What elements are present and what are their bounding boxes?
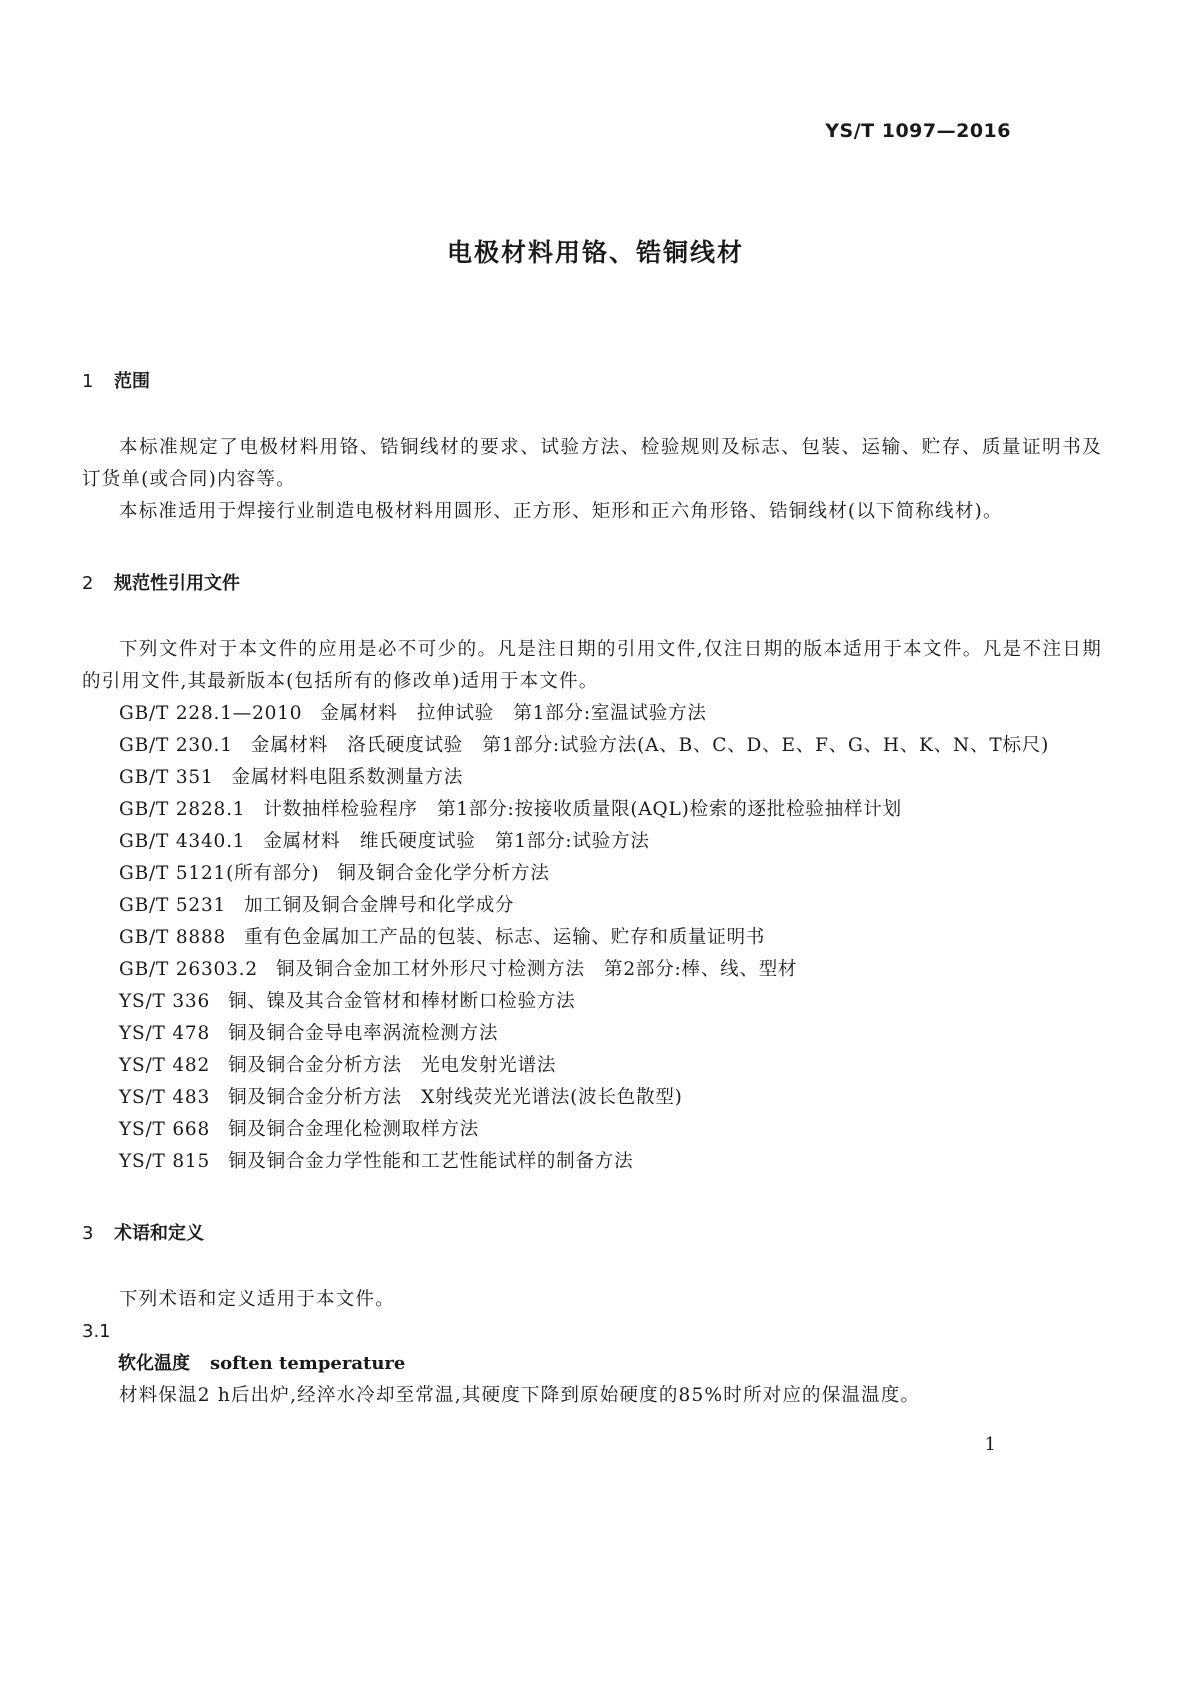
reference-code: YS/T 815	[119, 1151, 211, 1172]
reference-title: 铜及铜合金理化检测取样方法	[228, 1119, 479, 1140]
reference-item	[82, 1114, 1102, 1146]
document-body	[82, 366, 1102, 1412]
reference-title: 金属材料 拉伸试验 第1部分:室温试验方法	[320, 703, 707, 724]
reference-code: GB/T 4340.1	[119, 831, 246, 852]
page-number: 1	[984, 1434, 996, 1455]
reference-code: GB/T 228.1—2010	[119, 703, 303, 724]
reference-title: 铜、镍及其合金管材和棒材断口检验方法	[228, 991, 576, 1012]
reference-title: 铜及铜合金化学分析方法	[337, 863, 550, 884]
reference-code: GB/T 5121(所有部分)	[119, 863, 320, 884]
reference-item	[82, 922, 1102, 954]
reference-item	[82, 986, 1102, 1018]
reference-item	[82, 698, 1102, 730]
term-name-zh: 软化温度	[118, 1353, 190, 1374]
reference-code: YS/T 483	[119, 1087, 211, 1108]
reference-code: GB/T 5231	[119, 895, 227, 916]
section-1-heading	[82, 366, 1102, 398]
section-number: 1	[82, 371, 94, 392]
section-number: 2	[82, 573, 94, 594]
reference-code: GB/T 26303.2	[119, 959, 258, 980]
reference-item	[82, 730, 1102, 762]
reference-code: GB/T 351	[119, 767, 214, 788]
reference-title: 铜及铜合金分析方法 X射线荧光光谱法(波长色散型)	[228, 1087, 683, 1108]
reference-item	[82, 1146, 1102, 1178]
section-3-heading	[82, 1218, 1102, 1250]
reference-title: 铜及铜合金导电率涡流检测方法	[228, 1023, 499, 1044]
reference-title: 计数抽样检验程序 第1部分:按接收质量限(AQL)检索的逐批检验抽样计划	[263, 799, 902, 820]
section-title: 规范性引用文件	[114, 573, 240, 594]
reference-code: YS/T 478	[119, 1023, 211, 1044]
reference-item	[82, 1050, 1102, 1082]
term-name-en: soften temperature	[210, 1353, 406, 1374]
term-number: 3.1	[82, 1321, 111, 1342]
reference-code: YS/T 482	[119, 1055, 211, 1076]
reference-code: GB/T 8888	[119, 927, 227, 948]
scope-paragraph: 本标准规定了电极材料用铬、锆铜线材的要求、试验方法、检验规则及标志、包装、运输、贮存、质量证明书及订货单(或合同)内容等。	[82, 437, 1102, 490]
reference-item	[82, 794, 1102, 826]
reference-item	[82, 826, 1102, 858]
reference-title: 重有色金属加工产品的包装、标志、运输、贮存和质量证明书	[244, 927, 766, 948]
reference-title: 铜及铜合金加工材外形尺寸检测方法 第2部分:棒、线、型材	[275, 959, 798, 980]
reference-item	[82, 890, 1102, 922]
reference-item	[82, 1018, 1102, 1050]
term-definition: 材料保温2 h后出炉,经淬水冷却至常温,其硬度下降到原始硬度的85%时所对应的保温温度。	[119, 1385, 921, 1406]
terms-intro: 下列术语和定义适用于本文件。	[119, 1289, 395, 1310]
reference-code: YS/T 336	[119, 991, 211, 1012]
section-2-heading	[82, 568, 1102, 600]
reference-item	[82, 1082, 1102, 1114]
references-intro: 下列文件对于本文件的应用是必不可少的。凡是注日期的引用文件,仅注日期的版本适用于本文件。凡是不注日期的引用文件,其最新版本(包括所有的修改单)适用于本文件。	[82, 639, 1102, 692]
reference-code: GB/T 2828.1	[119, 799, 246, 820]
standard-code: YS/T 1097—2016	[825, 120, 1011, 142]
term-name	[82, 1348, 1102, 1380]
reference-item	[82, 762, 1102, 794]
reference-title: 铜及铜合金力学性能和工艺性能试样的制备方法	[228, 1151, 634, 1172]
scope-paragraph: 本标准适用于焊接行业制造电极材料用圆形、正方形、矩形和正六角形铬、锆铜线材(以下简称线材)。	[119, 501, 1003, 522]
reference-title: 金属材料 维氏硬度试验 第1部分:试验方法	[263, 831, 650, 852]
reference-title: 加工铜及铜合金牌号和化学成分	[244, 895, 515, 916]
reference-code: GB/T 230.1	[119, 735, 233, 756]
section-title: 术语和定义	[114, 1223, 204, 1244]
reference-item	[82, 954, 1102, 986]
reference-code: YS/T 668	[119, 1119, 211, 1140]
reference-title: 金属材料 洛氏硬度试验 第1部分:试验方法(A、B、C、D、E、F、G、H、K、N、T标尺)	[250, 735, 1050, 756]
reference-title: 金属材料电阻系数测量方法	[231, 767, 464, 788]
section-title: 范围	[114, 371, 150, 392]
document-title: 电极材料用铬、锆铜线材	[446, 238, 744, 267]
reference-item	[82, 858, 1102, 890]
section-number: 3	[82, 1223, 94, 1244]
reference-title: 铜及铜合金分析方法 光电发射光谱法	[228, 1055, 557, 1076]
